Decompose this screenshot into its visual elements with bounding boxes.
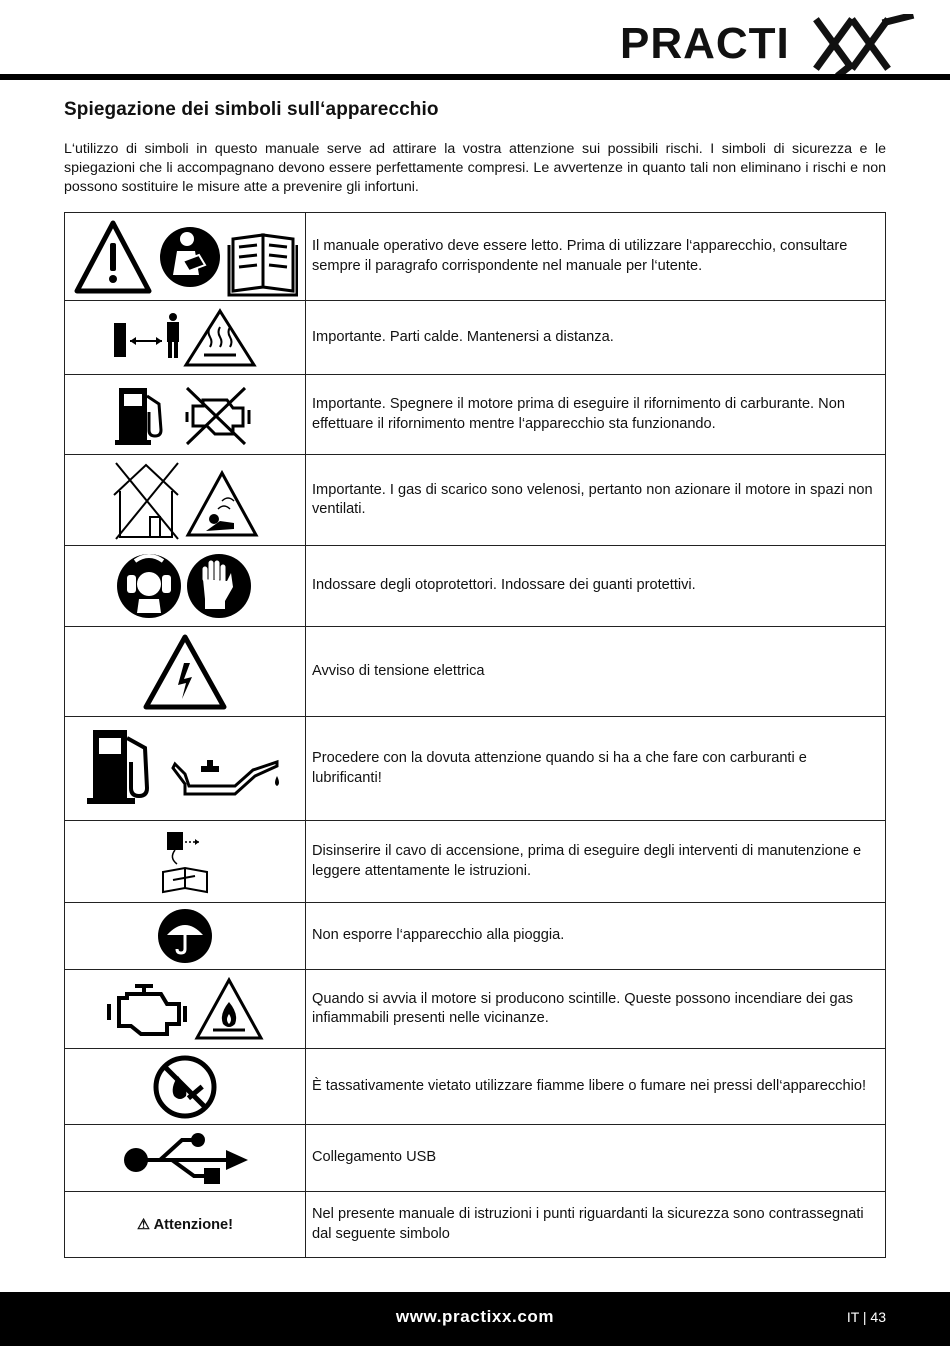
table-row: [65, 455, 886, 546]
table-row: [65, 213, 886, 301]
intro-paragraph: L‘utilizzo di simboli in questo manuale serve ad attirare la vostra attenzione sui possibili rischi. I simboli di sicurezza e le spiegazioni che li accompagnano devono essere perfettamente compresi. Le avvertenze in quanto tali non eliminano i rischi e non possono sostituire le misure atte a prevenire gli infortuni.: [64, 141, 886, 195]
symbol-cell: [65, 627, 306, 717]
svg-text:PRACTI: PRACTI: [620, 19, 790, 68]
table-row: [65, 375, 886, 455]
house-crossed-icon: [114, 463, 178, 539]
warning-triangle-icon: [77, 223, 149, 291]
book-icon: [229, 235, 297, 295]
symbol-cell: [65, 455, 306, 546]
engine-crossed-icon: [187, 388, 249, 444]
toxic-gas-icon: [188, 473, 256, 535]
table-row: [65, 717, 886, 821]
symbol-cell: [65, 1125, 306, 1192]
fuel-pump-icon: [115, 388, 161, 445]
table-row: [65, 970, 886, 1049]
ear-protection-icon: [117, 554, 181, 618]
spark-plug-manual-icon: [163, 832, 207, 892]
symbol-cell: [65, 903, 306, 970]
symbol-description: Non esporre l‘apparecchio alla pioggia.: [306, 903, 886, 970]
symbol-cell: [65, 970, 306, 1049]
symbol-description: Il manuale operativo deve essere letto. Prima di utilizzare l‘apparecchio, consultare sempre il paragrafo corrispondente nel manuale per l‘utente.: [306, 213, 886, 301]
hot-surface-icon: [186, 311, 254, 365]
keep-distance-icon: [114, 313, 179, 358]
footer-bar: [0, 1292, 950, 1346]
table-row: [65, 1125, 886, 1192]
table-row: [65, 903, 886, 970]
no-open-flame-icon: [156, 1058, 214, 1116]
oil-can-icon: [173, 760, 279, 794]
practixx-logo: [618, 14, 918, 76]
symbol-description: Collegamento USB: [306, 1125, 886, 1192]
symbol-cell: [65, 213, 306, 301]
table-row: [65, 301, 886, 375]
symbol-cell: [65, 1192, 306, 1258]
engine-icon: [109, 986, 185, 1034]
symbol-description: Avviso di tensione elettrica: [306, 627, 886, 717]
symbol-cell: [65, 546, 306, 627]
symbol-description: Nel presente manuale di istruzioni i punti riguardanti la sicurezza sono contrassegnati dal seguente simbolo: [306, 1192, 886, 1258]
symbol-description: Importante. I gas di scarico sono velenosi, pertanto non azionare il motore in spazi non ventilati.: [306, 455, 886, 546]
page-title: Spiegazione dei simboli sull‘apparecchio: [64, 99, 439, 120]
symbol-cell: [65, 821, 306, 903]
flammable-icon: [197, 980, 261, 1038]
table-row: [65, 627, 886, 717]
symbol-cell: [65, 717, 306, 821]
symbol-description: Importante. Parti calde. Mantenersi a distanza.: [306, 301, 886, 375]
footer-url[interactable]: www.practixx.com: [395, 1307, 555, 1326]
gloves-icon: [187, 554, 251, 618]
symbol-cell: [65, 1049, 306, 1125]
attention-label: ⚠ Attenzione!: [136, 1216, 234, 1233]
table-row: [65, 1049, 886, 1125]
symbol-cell: [65, 301, 306, 375]
symbol-description: Disinserire il cavo di accensione, prima di eseguire degli interventi di manutenzione e leggere attentamente le istruzioni.: [306, 821, 886, 903]
symbol-description: Procedere con la dovuta attenzione quando si ha a che fare con carburanti e lubrificanti!: [306, 717, 886, 821]
umbrella-icon: [158, 909, 212, 963]
table-row: [65, 821, 886, 903]
header-rule: [0, 74, 950, 80]
read-manual-icon: [160, 227, 220, 287]
electric-shock-icon: [146, 637, 224, 707]
table-row: [65, 546, 886, 627]
symbol-description: Importante. Spegnere il motore prima di eseguire il rifornimento di carburante. Non effettuare il rifornimento mentre l‘apparecchio sta funzionando.: [306, 375, 886, 455]
symbol-description: Indossare degli otoprotettori. Indossare dei guanti protettivi.: [306, 546, 886, 627]
fuel-pump-icon: [87, 730, 147, 804]
symbol-description: Quando si avvia il motore si producono scintille. Queste possono incendiare dei gas infiammabili presenti nelle vicinanze.: [306, 970, 886, 1049]
usb-icon: [124, 1133, 248, 1184]
table-row: [65, 1192, 886, 1258]
page-number: IT | 43: [846, 1309, 886, 1325]
symbol-cell: [65, 375, 306, 455]
symbol-description: È tassativamente vietato utilizzare fiamme libere o fumare nei pressi dell‘apparecchio!: [306, 1049, 886, 1125]
symbols-table: [64, 212, 886, 1258]
